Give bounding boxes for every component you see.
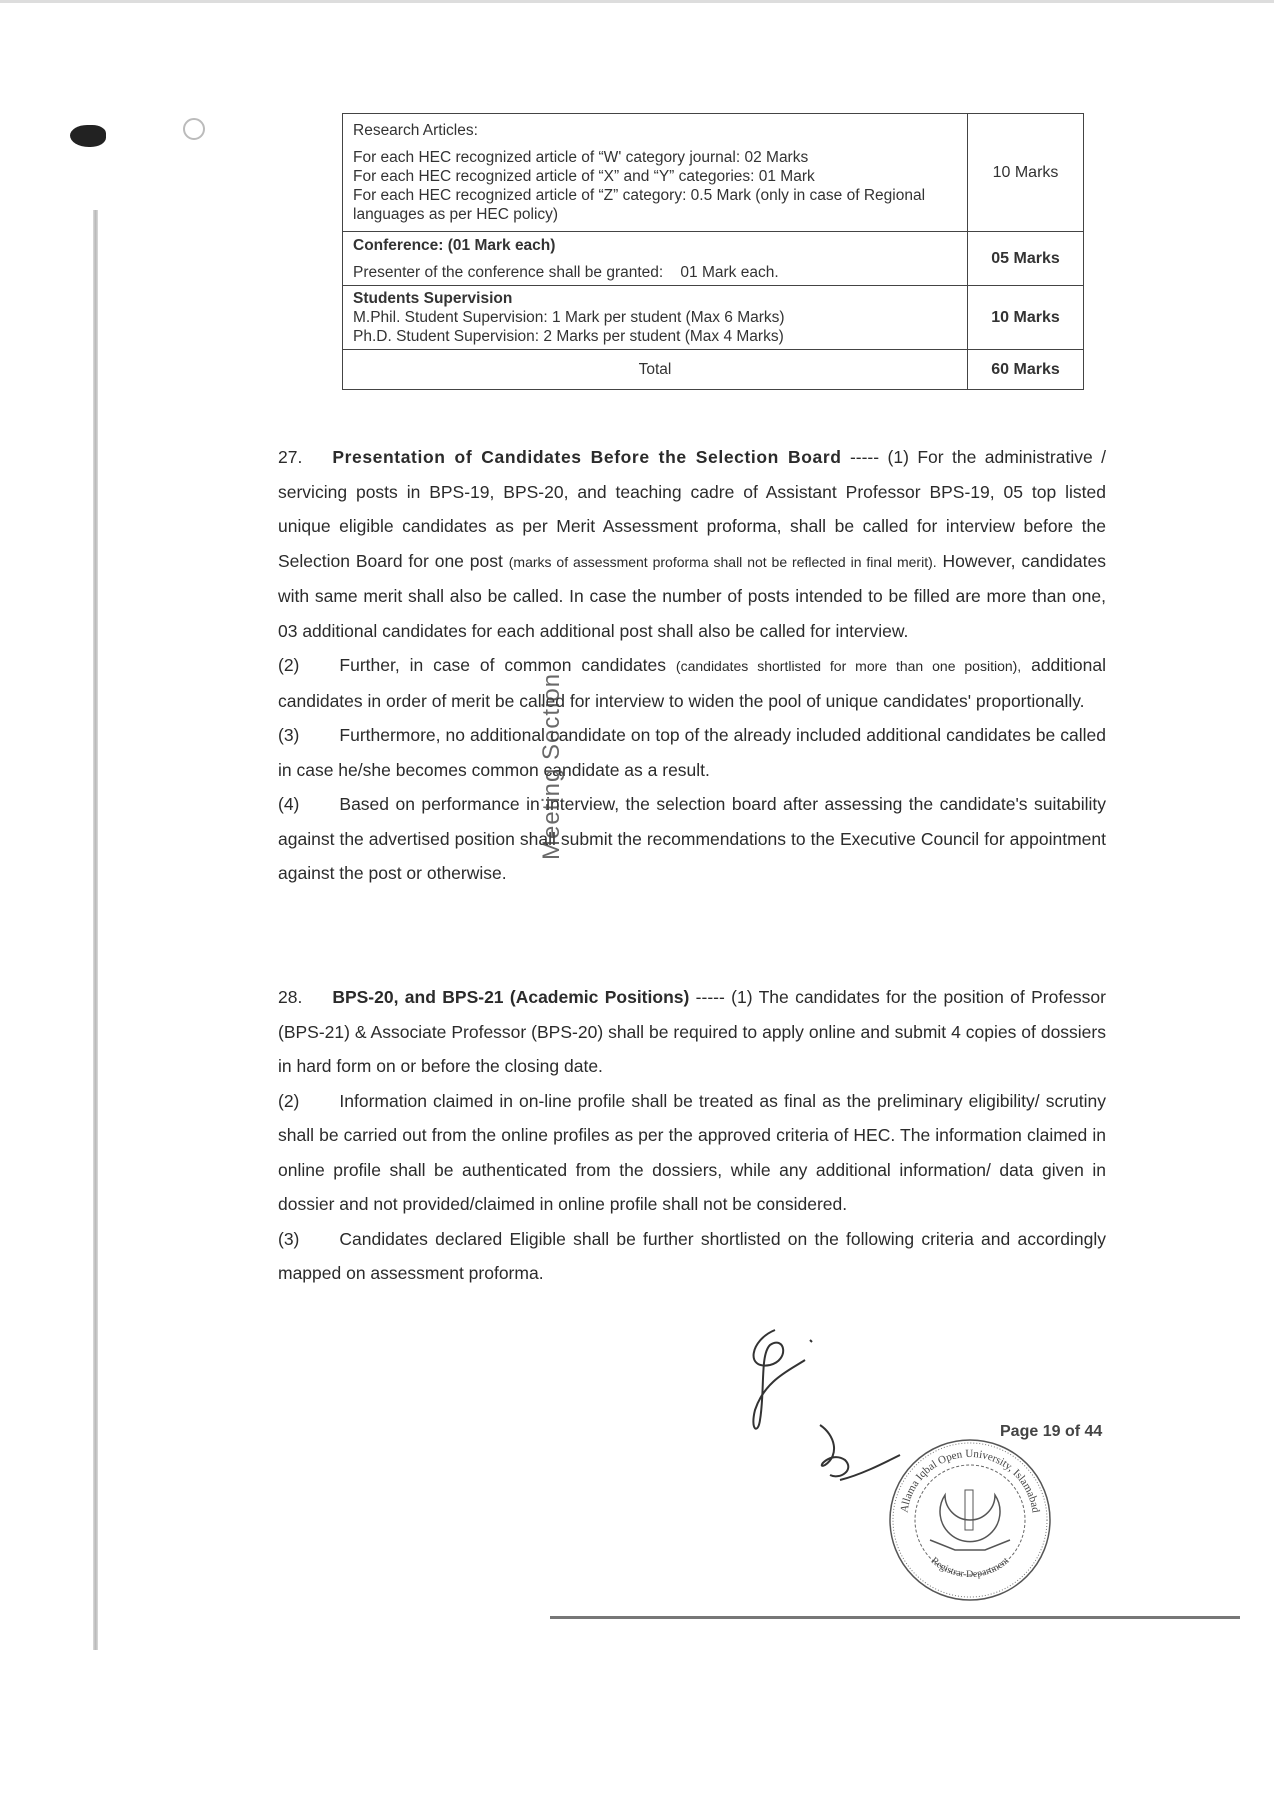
section-27 <box>278 440 1106 891</box>
scan-binding-shadow <box>93 210 98 1650</box>
marks-value: 10 Marks <box>968 114 1084 232</box>
marks-table <box>342 113 1084 390</box>
table-row <box>343 286 1084 350</box>
section-27-para-1 <box>278 440 1106 648</box>
section-title: Presentation of Candidates Before the Selection Board <box>332 447 842 467</box>
total-value: 60 Marks <box>968 350 1084 390</box>
section-28-para-1 <box>278 980 1106 1084</box>
para-number: (4) <box>278 794 300 814</box>
para-text: Further, in case of common candidates <box>339 655 667 675</box>
svg-text:Registrar Department: Registrar Department <box>928 1555 1012 1581</box>
dash: ----- <box>849 447 880 467</box>
section-28 <box>278 980 1106 1291</box>
row-line: M.Phil. Student Supervision: 1 Mark per student (Max 6 Marks) <box>353 309 785 326</box>
para-text: (1) For the administrative / servicing posts in BPS-19, BPS-20, and teaching cadre of Assistant Professor BPS-19, 05 top listed unique eligible candidates as per Merit Assessment proforma, shall be called for interview before the Selection Board for one post <box>278 447 1106 571</box>
row-line: Presenter of the conference shall be granted: 01 Mark each. <box>353 263 779 281</box>
para-text: additional candidates in order of merit be called for interview to widen the pool of unique candidates' proportionally. <box>278 655 1107 711</box>
punch-hole-mark <box>70 125 106 147</box>
section-number: 27. <box>278 447 303 467</box>
para-text: (1) The candidates for the position of Professor (BPS-21) & Associate Professor (BPS-20) shall be required to apply online and submit 4 copies of dossiers in hard form on or before the closing date. <box>278 987 1106 1076</box>
row-heading: Conference: (01 Mark each) <box>353 236 556 254</box>
para-text: Information claimed in on-line profile shall be treated as final as the preliminary eligibility/ scrutiny shall be carried out from the online profiles as per the approved criteria of HEC. The information claimed in online profile shall be authenticated from the dossiers, while any additional information/ data given in dossier and not provided/claimed in online profile shall not be considered. <box>278 1090 1106 1214</box>
row-heading: Students Supervision <box>353 290 513 307</box>
para-number: (2) <box>278 1090 300 1111</box>
table-row <box>343 232 1084 286</box>
para-note: (candidates shortlisted for more than one position), <box>675 658 1022 674</box>
para-text: Candidates declared Eligible shall be further shortlisted on the following criteria and accordingly mapped on assessment proforma. <box>278 1228 1106 1283</box>
criteria-cell <box>343 232 968 286</box>
row-line: For each HEC recognized article of “Z” category: 0.5 Mark (only in case of Regional languages as per HEC policy) <box>353 187 926 223</box>
para-text: Based on performance in interview, the selection board after assessing the candidate's suitability against the advertised position shall submit the recommendations to the Executive Council for appointment against the post or otherwise. <box>278 794 1106 883</box>
criteria-cell <box>343 286 968 350</box>
marks-value: 05 Marks <box>968 232 1084 286</box>
para-number: (2) <box>278 655 300 675</box>
para-text: Furthermore, no additional candidate on top of the already included additional candidates be called in case he/she becomes common candidate as a result. <box>278 725 1106 780</box>
scan-edge <box>0 0 1274 3</box>
table-row <box>343 114 1084 232</box>
page-current: 19 <box>1042 1423 1061 1440</box>
university-seal-stamp <box>885 1435 1055 1605</box>
row-line: For each HEC recognized article of “X” and “Y” categories: 01 Mark <box>353 168 815 185</box>
marks-value: 10 Marks <box>968 286 1084 350</box>
section-title: BPS-20, and BPS-21 (Academic Positions) <box>332 987 690 1007</box>
para-note: (marks of assessment proforma shall not be reflected in final merit). <box>508 553 937 570</box>
footer-rule <box>550 1616 1240 1619</box>
row-line: Ph.D. Student Supervision: 2 Marks per student (Max 4 Marks) <box>353 328 784 345</box>
row-line: For each HEC recognized article of “W' category journal: 02 Marks <box>353 149 809 166</box>
section-28-para-2 <box>278 1084 1106 1222</box>
page-total: 44 <box>1084 1423 1103 1440</box>
section-28-para-3 <box>278 1222 1106 1291</box>
dash: ----- <box>695 987 725 1007</box>
section-27-para-4 <box>278 787 1106 891</box>
punch-hole <box>183 118 205 140</box>
page-of: of <box>1064 1423 1081 1440</box>
section-number: 28. <box>278 987 303 1007</box>
watermark: Meeting Section <box>538 672 565 860</box>
total-label: Total <box>343 350 968 390</box>
table-row-total <box>343 350 1084 390</box>
para-number: (3) <box>278 725 300 745</box>
section-27-para-3 <box>278 718 1106 787</box>
para-text: However, candidates with same merit shall also be called. In case the number of posts intended to be filled are more than one, 03 additional candidates for each additional post shall also be called for interview. <box>278 550 1106 641</box>
svg-text:Allama Iqbal Open University,: Allama Iqbal Open University, Islamabad <box>898 1447 1042 1514</box>
row-heading: Research Articles: <box>353 122 478 139</box>
criteria-cell <box>343 114 968 232</box>
section-27-para-2 <box>278 648 1106 718</box>
page-label: Page <box>1000 1423 1039 1440</box>
para-number: (3) <box>278 1228 300 1249</box>
